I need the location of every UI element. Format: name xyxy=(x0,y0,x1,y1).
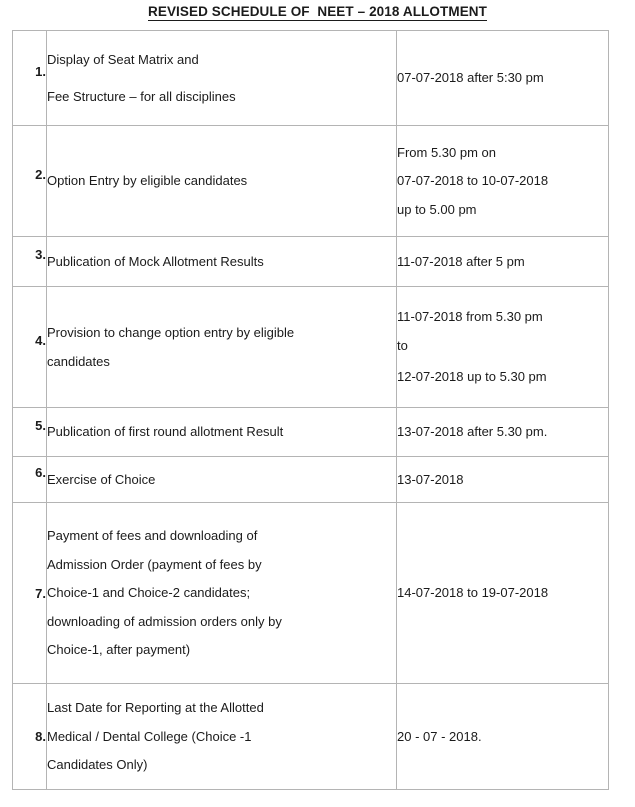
row-item-cell xyxy=(47,457,397,503)
row-date-cell xyxy=(397,31,609,126)
row-number: 5. xyxy=(35,417,46,433)
item-line: Display of Seat Matrix and xyxy=(47,51,199,67)
row-date-cell xyxy=(397,503,609,684)
row-number: 8. xyxy=(35,729,46,744)
date-line: 13-07-2018 xyxy=(397,471,464,487)
item-line: Candidates Only) xyxy=(47,757,148,773)
table-row xyxy=(13,503,609,684)
date-line: 13-07-2018 after 5.30 pm. xyxy=(397,424,548,440)
row-number: 7. xyxy=(35,585,46,601)
table-row xyxy=(13,684,609,790)
row-number-cell xyxy=(13,457,47,503)
row-date-cell xyxy=(397,126,609,237)
item-line: Publication of Mock Allotment Results xyxy=(47,253,264,269)
row-item-cell xyxy=(47,237,397,287)
row-number: 6. xyxy=(35,465,46,480)
row-number: 3. xyxy=(35,247,46,262)
date-line: 07-07-2018 after 5:30 pm xyxy=(397,70,544,86)
item-line: Admission Order (payment of fees by xyxy=(47,556,262,572)
row-item-cell xyxy=(47,408,397,457)
item-line: Fee Structure – for all disciplines xyxy=(47,88,236,104)
row-date-cell xyxy=(397,237,609,287)
row-item-cell xyxy=(47,31,397,126)
item-line: candidates xyxy=(47,353,110,369)
row-item-cell xyxy=(47,684,397,790)
row-number: 1. xyxy=(35,63,46,79)
row-number-cell xyxy=(13,503,47,684)
table-row xyxy=(13,457,609,503)
row-number-cell xyxy=(13,126,47,237)
page-title xyxy=(0,4,635,19)
row-number-cell xyxy=(13,684,47,790)
row-date-cell xyxy=(397,287,609,408)
row-item-cell xyxy=(47,287,397,408)
item-line: Choice-1, after payment) xyxy=(47,642,191,658)
date-line: 11-07-2018 after 5 pm xyxy=(397,253,525,269)
row-item-cell xyxy=(47,126,397,237)
date-line: 11-07-2018 from 5.30 pm xyxy=(397,309,543,325)
row-number: 2. xyxy=(35,166,46,182)
row-date-cell xyxy=(397,457,609,503)
date-line: 14-07-2018 to 19-07-2018 xyxy=(397,585,549,601)
schedule-table xyxy=(12,30,609,790)
row-date-cell xyxy=(397,684,609,790)
date-line: 12-07-2018 up to 5.30 pm xyxy=(397,369,547,385)
item-line: Option Entry by eligible candidates xyxy=(47,173,248,189)
item-line: Provision to change option entry by eligible xyxy=(47,324,295,340)
row-item-cell xyxy=(47,503,397,684)
item-line: Medical / Dental College (Choice -1 xyxy=(47,728,252,744)
table-row xyxy=(13,237,609,287)
row-number-cell xyxy=(13,287,47,408)
date-line: up to 5.00 pm xyxy=(397,201,477,217)
item-line: Exercise of Choice xyxy=(47,471,156,487)
row-number: 4. xyxy=(35,332,46,348)
table-row xyxy=(13,126,609,237)
item-line: Choice-1 and Choice-2 candidates; xyxy=(47,585,251,601)
date-line: to xyxy=(397,337,408,353)
row-number-cell xyxy=(13,237,47,287)
item-line: Payment of fees and downloading of xyxy=(47,528,258,544)
item-line: downloading of admission orders only by xyxy=(47,613,282,629)
date-line: 07-07-2018 to 10-07-2018 xyxy=(397,173,549,189)
table-row xyxy=(13,408,609,457)
item-line: Publication of first round allotment Result xyxy=(47,424,284,440)
table-row xyxy=(13,287,609,408)
table-row xyxy=(13,31,609,126)
date-line: 20 - 07 - 2018. xyxy=(397,728,482,744)
item-line: Last Date for Reporting at the Allotted xyxy=(47,700,264,716)
date-line: From 5.30 pm on xyxy=(397,144,496,160)
page-title-text: REVISED SCHEDULE OF NEET – 2018 ALLOTMENT xyxy=(147,4,487,19)
row-number-cell xyxy=(13,31,47,126)
row-number-cell xyxy=(13,408,47,457)
row-date-cell xyxy=(397,408,609,457)
